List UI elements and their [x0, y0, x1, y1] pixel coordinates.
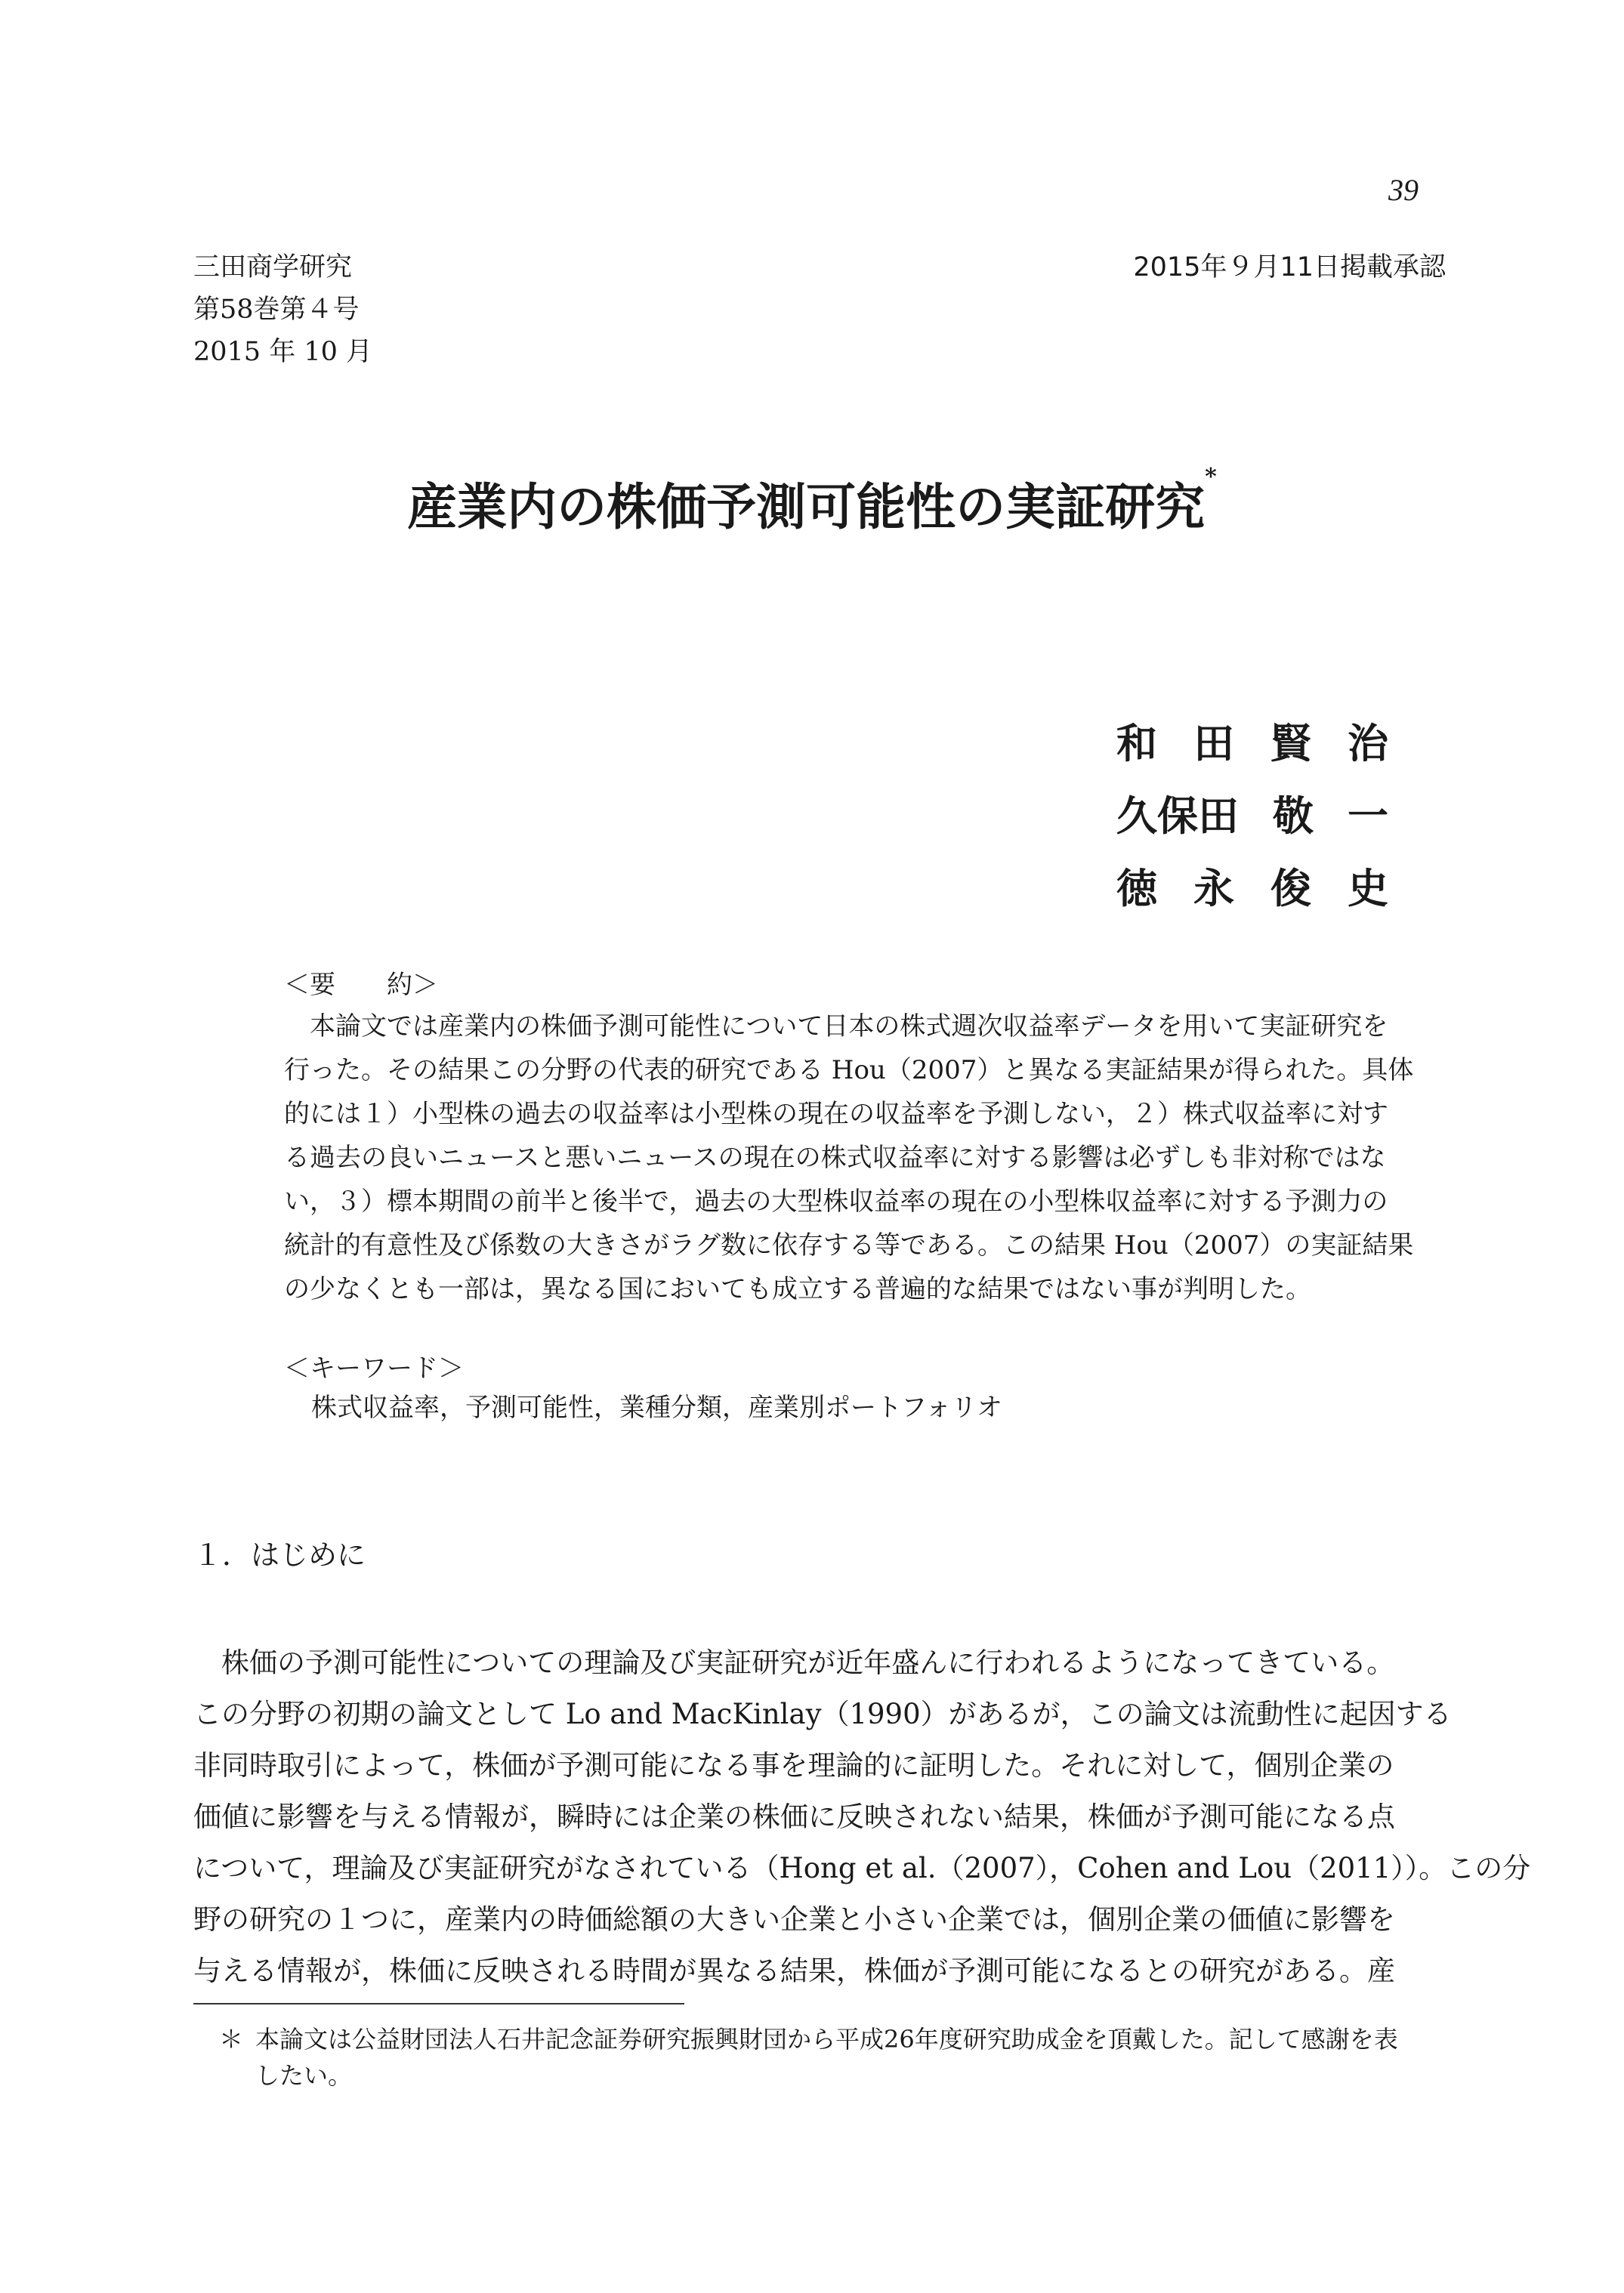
author-1-part: 治 [1348, 719, 1388, 767]
author-list [1116, 707, 1388, 924]
author-1-part: 田 [1193, 719, 1234, 767]
journal-info [193, 246, 372, 373]
abstract-line: 的には１）小型株の過去の収益率は小型株の現在の収益率を予測しない，２）株式収益率に対す [284, 1099, 1388, 1129]
author-1 [1116, 707, 1388, 779]
author-2 [1116, 779, 1388, 852]
body-line: 与える情報が，株価に反映される時間が異なる結果，株価が予測可能になるとの研究がある。産 [193, 1955, 1395, 1987]
author-3-part: 徳 [1116, 864, 1157, 912]
abstract-line: い，３）標本期間の前半と後半で，過去の大型株収益率の現在の小型株収益率に対する予測力の [284, 1187, 1388, 1217]
keywords-label: ＜キーワード＞ [284, 1353, 464, 1384]
paper-title-text: 産業内の株価予測可能性の実証研究 [407, 477, 1206, 536]
abstract-line: る過去の良いニュースと悪いニュースの現在の株式収益率に対する影響は必ずしも非対称ではな [284, 1143, 1386, 1173]
page-number: 39 [1388, 173, 1419, 207]
author-1-part: 和 [1116, 719, 1157, 767]
author-2-part: 敬 [1273, 792, 1314, 840]
title-footnote-mark: * [1205, 464, 1217, 490]
footnote-divider [193, 2003, 684, 2004]
author-3-part: 永 [1193, 864, 1234, 912]
footnote-line: 本論文は公益財団法人石井記念証券研究振興財団から平成26年度研究助成金を頂戴した。記して感謝を表 [255, 2025, 1398, 2054]
abstract-line: 統計的有意性及び係数の大きさがラグ数に依存する等である。この結果 Hou（2007）の実証結果 [284, 1230, 1414, 1261]
journal-volume: 第58巻第４号 [193, 295, 360, 325]
footnote [219, 2021, 1450, 2094]
section-heading: １．はじめに [193, 1538, 366, 1572]
abstract-block [284, 965, 1446, 1427]
section-body [193, 1637, 1531, 1997]
author-2-part: 久保田 [1116, 792, 1239, 840]
author-3 [1116, 852, 1388, 924]
body-line: 非同時取引によって，株価が予測可能になる事を理論的に証明した。それに対して，個別企業の [193, 1749, 1394, 1782]
body-line: この分野の初期の論文として Lo and MacKinlay（1990）があるが，この論文は流動性に起因する [193, 1698, 1452, 1730]
paper-title [0, 464, 1624, 539]
body-line: 野の研究の１つに，産業内の時価総額の大きい企業と小さい企業では，個別企業の価値に影響を [193, 1903, 1395, 1936]
keywords-text: 株式収益率，予測可能性，業種分類，産業別ポートフォリオ [311, 1393, 1002, 1423]
body-line: 価値に影響を与える情報が，瞬時には企業の株価に反映されない結果，株価が予測可能になる点 [193, 1801, 1395, 1833]
author-2-part: 一 [1348, 792, 1388, 840]
abstract-body [284, 1005, 1446, 1311]
abstract-line: 行った。その結果この分野の代表的研究である Hou（2007）と異なる実証結果が得られた。具体 [284, 1055, 1414, 1085]
abstract-line: の少なくとも一部は，異なる国においても成立する普遍的な結果ではない事が判明した。 [284, 1274, 1311, 1304]
abstract-label: ＜要 約＞ [284, 970, 438, 1000]
author-3-part: 史 [1348, 864, 1388, 912]
footnote-line: したい。 [255, 2061, 353, 2090]
body-line: について，理論及び実証研究がなされている（Hong et al.（2007），Cohen and Lou（2011））。この分 [193, 1852, 1531, 1884]
author-3-part: 俊 [1270, 864, 1311, 912]
journal-date: 2015 年 10 月 [193, 337, 372, 367]
journal-name: 三田商学研究 [193, 252, 353, 282]
footnote-mark: ＊ [219, 2025, 244, 2054]
abstract-line: 本論文では産業内の株価予測可能性について日本の株式週次収益率データを用いて実証研究を [310, 1011, 1388, 1042]
approval-date: 2015年９月11日掲載承認 [1133, 252, 1446, 282]
body-line: 株価の予測可能性についての理論及び実証研究が近年盛んに行われるようになってきている。 [221, 1646, 1395, 1679]
author-1-part: 賢 [1270, 719, 1311, 767]
